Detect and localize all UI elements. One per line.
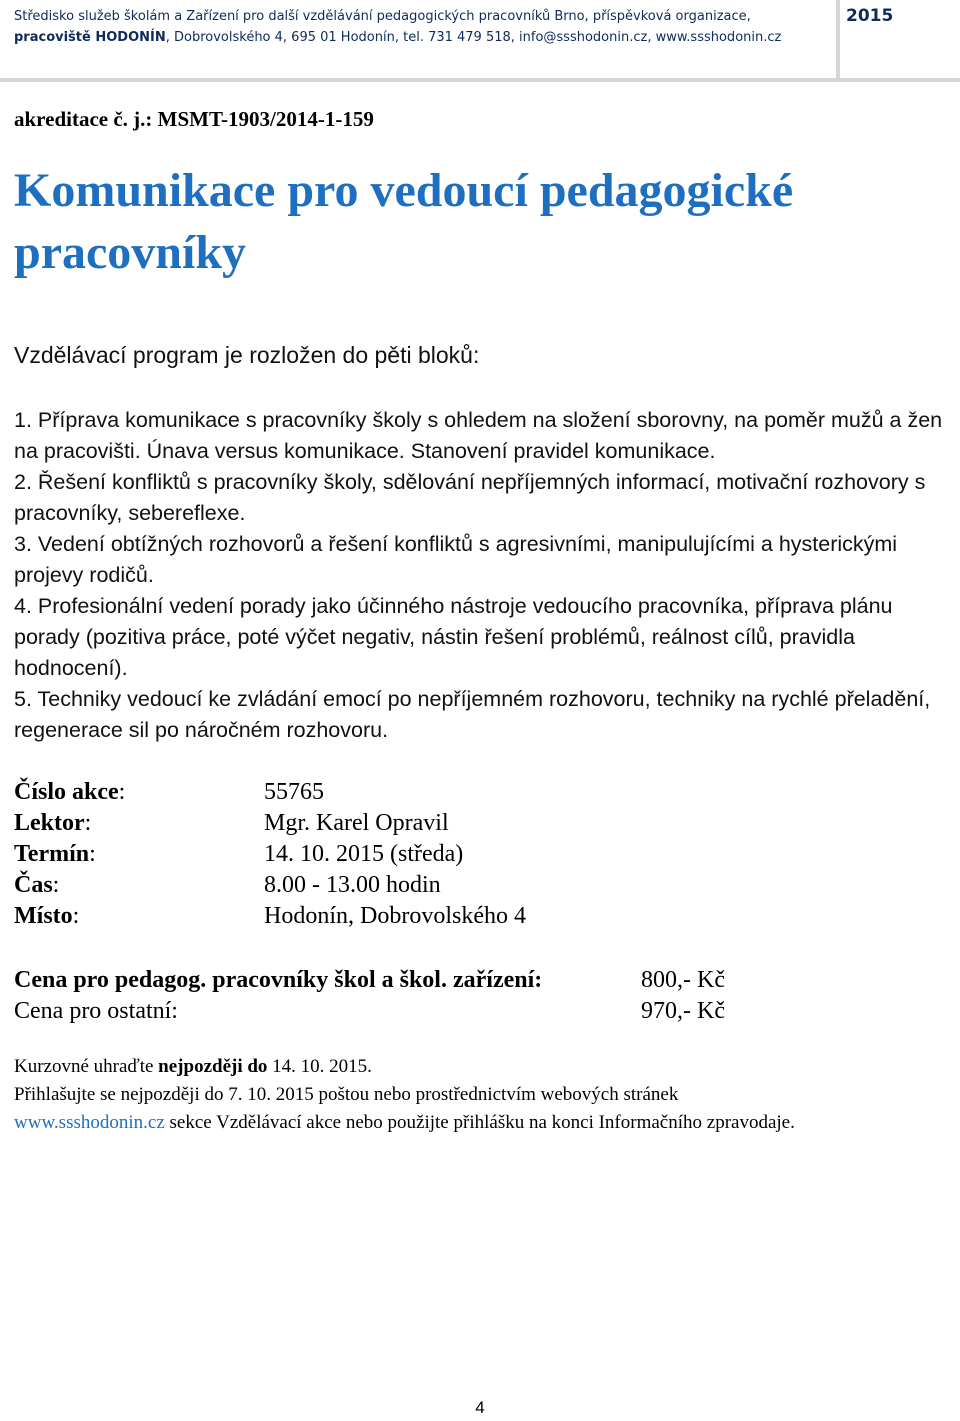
header-year: 2015 <box>846 6 894 26</box>
program-block-3: 3. Vedení obtížných rozhovorů a řešení konfliktů s agresivními, manipulujícími a hysterickými projevy rodičů. <box>14 532 898 587</box>
info-value: 8.00 - 13.00 hodin <box>264 872 441 898</box>
program-intro: Vzdělávací program je rozložen do pěti bloků: <box>14 342 480 368</box>
info-row-date: Termín: 14. 10. 2015 (středa) <box>14 839 714 870</box>
header-line-1: Středisko služeb školám a Zařízení pro další vzdělávání pedagogických pracovníků Brno, příspěvková organizace, <box>14 9 751 24</box>
event-info <box>14 777 714 932</box>
info-row-place: Místo: Hodonín, Dobrovolského 4 <box>14 901 714 932</box>
program-block-4: 4. Profesionální vedení porady jako účinného nástroje vedoucího pracovníka, příprava plánu porady (pozitiva práce, poté výčet negativ, nástin řešení problémů, reálnost cílů, pravidla hodnocení). <box>14 594 893 680</box>
registration-link-line: www.ssshodonin.cz sekce Vzdělávací akce nebo použijte přihlášku na konci Informačního zpravodaje. <box>14 1112 795 1133</box>
info-row-lecturer: Lektor: Mgr. Karel Opravil <box>14 808 714 839</box>
price-value: 800,- Kč <box>641 967 725 993</box>
page-title: Komunikace pro vedoucí pedagogické pracovníky <box>14 164 794 279</box>
page-number: 4 <box>475 1398 485 1417</box>
info-label: Číslo akce <box>14 779 119 805</box>
program-block-1: 1. Příprava komunikace s pracovníky školy s ohledem na složení sborovny, na poměr mužů a žen na pracovišti. Únava versus komunikace. Stanovení pravidel komunikace. <box>14 408 943 463</box>
price-value: 970,- Kč <box>641 998 725 1024</box>
info-value: 55765 <box>264 779 324 805</box>
website-link[interactable]: www.ssshodonin.cz <box>14 1112 165 1133</box>
header-workplace: pracoviště HODONÍN <box>14 30 166 45</box>
accreditation: akreditace č. j.: MSMT-1903/2014-1-159 <box>14 107 374 131</box>
program-block-2: 2. Řešení konfliktů s pracovníky školy, sdělování nepříjemných informací, motivační rozhovory s pracovníky, sebereflexe. <box>14 470 926 525</box>
header-line-2 <box>14 27 834 48</box>
info-value: Hodonín, Dobrovolského 4 <box>264 903 526 929</box>
price-row-others <box>14 996 914 1027</box>
header-address <box>14 6 834 48</box>
header-divider-horizontal <box>0 78 960 82</box>
page-header <box>0 0 960 78</box>
price-row-teachers <box>14 965 914 996</box>
header-contact: , Dobrovolského 4, 695 01 Hodonín, tel. 731 479 518, info@ssshodonin.cz, www.ssshodonin.cz <box>165 30 782 45</box>
header-divider-vertical <box>836 0 840 78</box>
info-row-time: Čas: 8.00 - 13.00 hodin <box>14 870 714 901</box>
price-label: Cena pro ostatní: <box>14 998 178 1024</box>
registration-note: Přihlašujte se nejpozději do 7. 10. 2015 poštou nebo prostřednictvím webových stránek <box>14 1084 679 1105</box>
price-label: Cena pro pedagog. pracovníky škol a škol. zařízení: <box>14 967 543 993</box>
prices <box>14 965 914 1027</box>
info-value: Mgr. Karel Opravil <box>264 810 449 836</box>
info-label: Termín <box>14 841 90 867</box>
program-block-5: 5. Techniky vedoucí ke zvládání emocí po nepříjemném rozhovoru, techniky na rychlé přeladění, regenerace sil po náročném rozhovoru. <box>14 687 931 742</box>
info-label: Lektor <box>14 810 85 836</box>
info-label: Čas <box>14 872 53 898</box>
info-value: 14. 10. 2015 (středa) <box>264 841 464 867</box>
payment-note: Kurzovné uhraďte nejpozději do 14. 10. 2015. <box>14 1056 372 1077</box>
notes <box>14 1053 954 1137</box>
info-row-event-number: Číslo akce: 55765 <box>14 777 714 808</box>
info-label: Místo <box>14 903 73 929</box>
program-blocks <box>14 405 949 746</box>
